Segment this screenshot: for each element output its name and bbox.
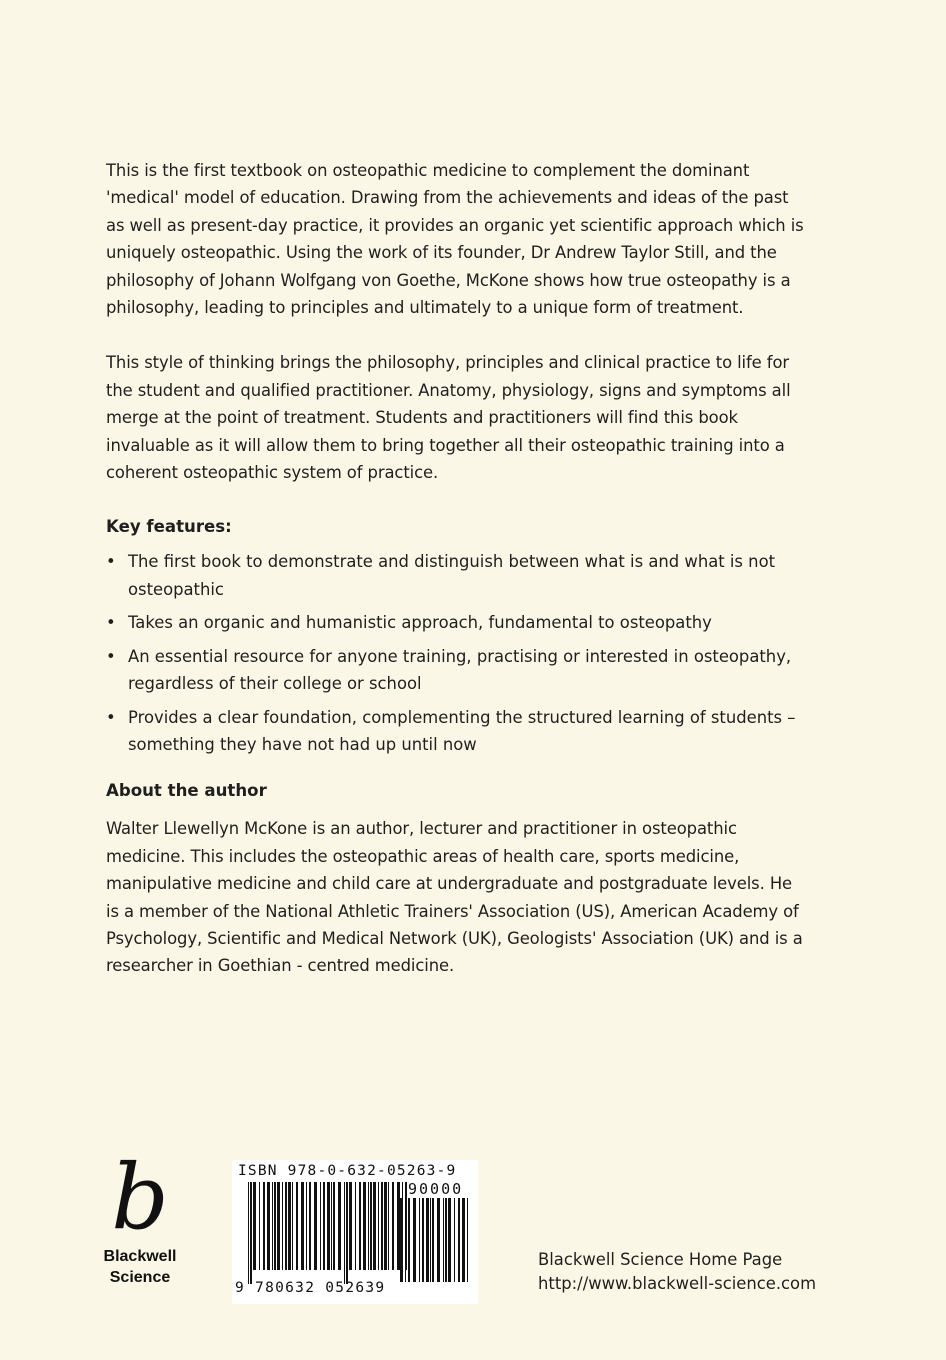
barcode-bar (272, 1182, 273, 1270)
barcode-bar (248, 1182, 249, 1284)
homepage-url[interactable]: http://www.blackwell-science.com (538, 1274, 817, 1293)
about-author-text: Walter Llewellyn McKone is an author, lecturer and practitioner in osteopathic medicine. This includes the osteopathic areas of health care, sports medicine, manipulative medicine and child care at undergraduate and postgraduate levels. He is a member of the National Athletic Trainers' Association (US), American Academy of Psychology, Scientific and Medical Network (UK), Geologists' Association (UK) and is a researcher in Goethian - centred medicine. (106, 819, 803, 976)
barcode-bar (392, 1182, 394, 1270)
barcode-bar (363, 1182, 366, 1270)
barcode-bar (250, 1182, 252, 1284)
barcode-bar (422, 1198, 424, 1282)
barcode-bar (400, 1198, 403, 1282)
barcode-bar (338, 1182, 341, 1270)
barcode-bar (274, 1182, 276, 1270)
barcode-bar (408, 1198, 410, 1282)
barcode-bar (405, 1198, 406, 1282)
barcode-bar (445, 1198, 447, 1282)
barcode-bar (320, 1182, 321, 1270)
barcode-bar (292, 1182, 293, 1270)
key-features-list (106, 548, 806, 758)
barcode-bar (419, 1198, 420, 1282)
homepage-info (538, 1248, 816, 1296)
barcode-bar (301, 1182, 304, 1270)
barcode-bar (314, 1182, 317, 1270)
barcode-bar (462, 1198, 465, 1282)
bullet-icon: • (106, 613, 116, 633)
barcode-bar (426, 1198, 429, 1282)
barcode-bar (373, 1182, 376, 1270)
barcode-bar (327, 1182, 330, 1270)
bullet-icon: • (106, 646, 116, 666)
barcode-bar (285, 1182, 287, 1270)
barcode-bar (413, 1198, 416, 1282)
ean-digits: 9 780632 052639 (235, 1280, 386, 1296)
bullet-icon: • (106, 707, 116, 727)
barcode-bar (333, 1182, 335, 1270)
barcode-bar (370, 1182, 372, 1270)
publisher-logo (100, 1145, 180, 1288)
barcode-bar (355, 1182, 356, 1270)
barcode-bar (259, 1182, 260, 1270)
bullet-icon: • (106, 552, 116, 572)
list-item: • The first book to demonstrate and distinguish between what is and what is not osteopathic (106, 548, 806, 603)
barcode-bar (443, 1198, 444, 1282)
back-cover-text (106, 157, 806, 980)
barcode-bar (349, 1182, 352, 1270)
barcode-bar (432, 1198, 434, 1282)
barcode-bar (296, 1182, 298, 1270)
intro-paragraph-1: This is the first textbook on osteopathic medicine to complement the dominant 'medical' model of education. Drawing from the achievements and ideas of the past as well as present-day practice, it provides an organic yet scientific approach which is uniquely osteopathic. Using the work of its founder, Dr Andrew Taylor Still, and the philosophy of Johann Wolfgang von Goethe, McKone shows how true osteopathy is a philosophy, leading to principles and ultimately to a unique form of treatment. (106, 161, 804, 318)
barcode-bar (323, 1182, 325, 1270)
list-item: • Provides a clear foundation, complementing the structured learning of students – something they have not had up until now (106, 704, 806, 759)
barcode-bar (306, 1182, 307, 1270)
barcode-bar (381, 1182, 383, 1270)
barcode-bar (388, 1182, 389, 1270)
addon-barcode-bars (400, 1198, 472, 1290)
price-code: 90000 (408, 1180, 464, 1198)
barcode-bar (282, 1182, 283, 1270)
barcode-bar (309, 1182, 311, 1270)
publisher-name-line2: Science (109, 1269, 171, 1286)
homepage-label: Blackwell Science Home Page (538, 1250, 783, 1269)
barcode-bar (267, 1182, 270, 1270)
ean-barcode-bars (248, 1182, 408, 1284)
barcode-bar (346, 1182, 348, 1284)
publisher-name-line1: Blackwell (103, 1248, 177, 1265)
intro-paragraph-2: This style of thinking brings the philosophy, principles and clinical practice to life for the student and qualified practitioner. Anatomy, physiology, signs and symptoms all merge at the point of treatment. Students and practitioners will find this book invaluable as it will allow them to bring together all their osteopathic training into a coherent osteopathic system of practice. (106, 353, 791, 483)
barcode-bar (331, 1182, 332, 1270)
barcode-bar (277, 1182, 280, 1270)
barcode-bar (448, 1198, 451, 1282)
list-item: • An essential resource for anyone training, practising or interested in osteopathy, regardless of their college or school (106, 643, 806, 698)
barcode-bar (253, 1182, 256, 1270)
barcode-bar (263, 1182, 265, 1270)
isbn-number: ISBN 978-0-632-05263-9 (238, 1163, 457, 1179)
barcode-bar (467, 1198, 468, 1282)
key-features-heading: Key features: (106, 517, 232, 537)
barcode-bar (359, 1182, 361, 1270)
barcode-bar (344, 1182, 345, 1284)
list-item: • Takes an organic and humanistic approach, fundamental to osteopathy (106, 609, 806, 636)
barcode-bar (288, 1182, 291, 1270)
isbn-barcode (232, 1160, 478, 1304)
barcode-bar (437, 1198, 440, 1282)
barcode-bar (384, 1182, 387, 1270)
barcode-bar (430, 1198, 431, 1282)
about-author-heading: About the author (106, 781, 267, 801)
publisher-logo-mark: b (111, 1145, 169, 1250)
barcode-bar (368, 1182, 369, 1270)
barcode-bar (378, 1182, 379, 1270)
barcode-bar (458, 1198, 460, 1282)
barcode-bar (454, 1198, 455, 1282)
